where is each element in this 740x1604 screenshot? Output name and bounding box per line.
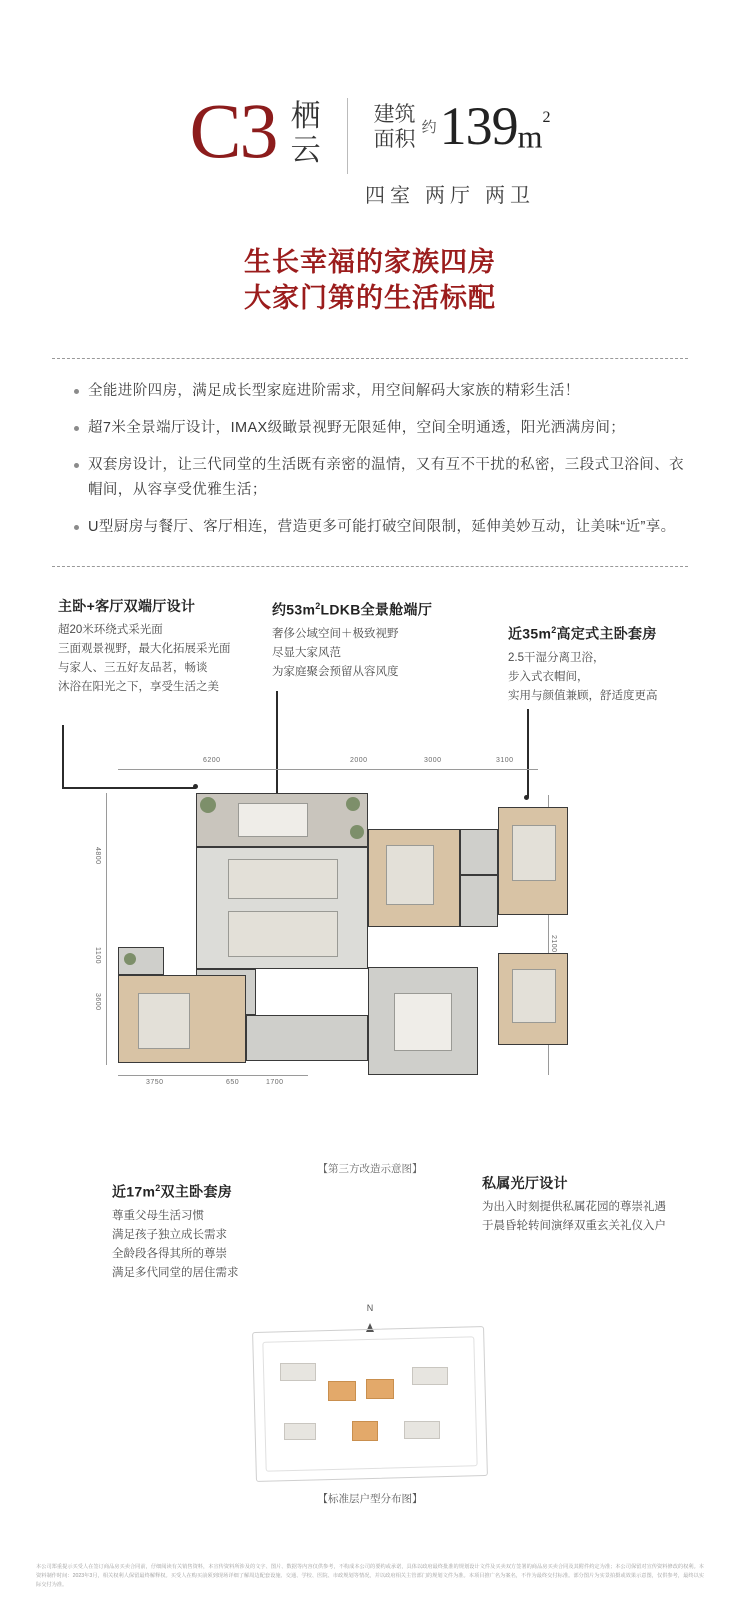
dimension-line: [106, 793, 107, 1065]
callout-line: 满足孩子独立成长需求: [112, 1228, 227, 1241]
unit-name: [291, 100, 321, 168]
dimension-top: 3100: [496, 757, 514, 764]
callout-title-sup: 2: [155, 1183, 161, 1193]
room-configuration: 四室 两厅 两卫: [365, 185, 535, 207]
dimension-line: [118, 769, 538, 770]
callout-line: 实用与颜值兼顾，舒适度更高: [508, 689, 658, 702]
bullet-icon: [74, 389, 79, 394]
area-label-line2: 面积: [373, 127, 416, 151]
dimension-right: 2100: [550, 935, 557, 953]
callout-title-post: 双主卧套房: [160, 1183, 233, 1200]
outdoor-table: [238, 803, 308, 837]
feature-text: 双套房设计，让三代同堂的生活既有亲密的温情，又有互不干扰的私密，三段式卫浴间、衣帽间，从容享受优雅生活；: [88, 457, 684, 498]
callout-title: 私属光厅设计: [482, 1175, 568, 1191]
room-bathroom-1: [460, 829, 498, 875]
building-block-highlighted: [366, 1379, 394, 1399]
callout-title-pre: 近17m: [112, 1183, 156, 1200]
plant-decor: [200, 797, 216, 813]
unit-code: C3: [189, 87, 277, 174]
site-map-section: [0, 1303, 740, 1533]
dimension-left: 4800: [94, 847, 101, 865]
callout-private-light-hall: [482, 1174, 697, 1236]
bed-4: [512, 969, 556, 1023]
dimension-left: 1100: [94, 947, 101, 965]
callout-title: [272, 597, 452, 620]
dimension-bottom: 1700: [266, 1079, 284, 1086]
area-unit: [517, 109, 551, 155]
dimension-top: 3000: [424, 757, 442, 764]
dimension-top: 2000: [350, 757, 368, 764]
callout-title-sup: 2: [551, 625, 557, 635]
callout-line: 尊重父母生活习惯: [112, 1209, 204, 1222]
callout-title-sup: 2: [315, 601, 321, 611]
callout-master-suite: [508, 621, 708, 706]
callout-master-living-dual-hall: [58, 597, 248, 697]
callout-dual-master-suite: [112, 1179, 322, 1283]
floorplan-section: [0, 579, 740, 1299]
area-approx: 约: [421, 120, 437, 136]
building-block: [412, 1367, 448, 1385]
feature-text: U型厨房与餐厅、客厅相连，营造更多可能打破空间限制，延伸美妙互动，让美味“近”享。: [88, 519, 676, 535]
page-header: [0, 0, 740, 174]
feature-item: [74, 379, 688, 404]
building-block: [404, 1421, 440, 1439]
room-bathroom-2: [460, 875, 498, 927]
bullet-icon: [74, 463, 79, 468]
bed-master: [512, 825, 556, 881]
plant-decor: [346, 797, 360, 811]
area-label: [374, 102, 416, 152]
slogan-line-2: 大家门第的生活标配: [244, 283, 496, 313]
bullet-icon: [74, 426, 79, 431]
callout-line: 为家庭聚会预留从容风度: [272, 665, 399, 678]
feature-item: [74, 453, 688, 503]
leader-line: [62, 725, 64, 787]
dimension-bottom: 650: [226, 1079, 240, 1086]
dining-table: [228, 859, 338, 899]
legal-disclaimer: 本公司郑重提示买受人在签订商品房买卖合同前，仔细阅读有关销售资料，本宣传资料所涉及的文字、图片、数据等内容仅供参考，不构成本公司的要约或承诺，具体以政府最终批准的规划设计文件及买卖双方签署的商品房买卖合同及其附件约定为准；本公司保留对宣传资料修改的权利。本资料制作时间：2023年3月，相关权利人保留最终解释权。买受人在购买前须到现场详细了解周边配套设施、交通、学校、医院、市政规划等情况，并以政府相关主管部门的规划文件为准。本项目推广名为案名，不作为最终交付标准。部分图片为实景拍摄或效果示意图，仅供参考，最终以实际交付为准。: [36, 1564, 704, 1588]
building-block-highlighted: [352, 1421, 378, 1441]
site-plan-diagram: [254, 1329, 486, 1479]
stair-well: [394, 993, 452, 1051]
corridor: [246, 1015, 368, 1061]
bullet-icon: [74, 525, 79, 530]
compass-icon: [366, 1303, 374, 1323]
feature-text: 超7米全景端厅设计，IMAX级瞰景视野无限延伸，空间全明通透，阳光洒满房间；: [88, 420, 626, 436]
building-block: [280, 1363, 316, 1381]
feature-text: 全能进阶四房，满足成长型家庭进阶需求，用空间解码大家族的精彩生活！: [88, 383, 580, 399]
callout-ldkb-panorama-hall: [272, 597, 452, 682]
plant-decor: [350, 825, 364, 839]
area-unit-text: m: [517, 118, 543, 155]
bed-dual-master: [138, 993, 190, 1049]
site-map-caption: 【标准层户型分布图】: [317, 1493, 423, 1505]
unit-name-line1: 栖: [290, 100, 321, 133]
callout-title-pre: 约53m: [272, 601, 316, 618]
header-divider: [347, 98, 348, 174]
feature-list: [52, 358, 688, 567]
callout-line: 沐浴在阳光之下，享受生活之美: [58, 681, 219, 693]
callout-line: 全龄段各得其所的尊崇: [112, 1247, 227, 1260]
feature-item: [74, 515, 688, 540]
callout-line: 与家人、三五好友品茗，畅谈: [58, 662, 208, 674]
slogan: [0, 244, 740, 316]
area-block: [374, 98, 551, 155]
callout-line: 超20米环绕式采光面: [58, 624, 163, 636]
callout-title: [112, 1179, 322, 1202]
callout-line: 为出入时刻提供私属花园的尊崇礼遇: [482, 1201, 666, 1213]
callout-line: 满足多代同堂的居住需求: [112, 1266, 239, 1279]
site-inner-boundary: [262, 1336, 477, 1472]
dimension-top: 6200: [203, 757, 221, 764]
bed-2: [386, 845, 434, 905]
dimension-bottom: 3750: [146, 1079, 164, 1086]
area-unit-exponent: 2: [542, 109, 551, 126]
building-block-highlighted: [328, 1381, 356, 1401]
slogan-line-1: 生长幸福的家族四房: [244, 247, 496, 277]
feature-item: [74, 416, 688, 441]
floorplan-drawing: [88, 757, 608, 1137]
callout-line: 步入式衣帽间，: [508, 670, 589, 683]
callout-line: 尽显大家风范: [272, 646, 341, 659]
area-label-line1: 建筑: [373, 102, 416, 126]
callout-line: 三面观景视野，最大化拓展采光面: [58, 643, 231, 655]
callout-title: [508, 621, 708, 644]
dimension-left: 3600: [94, 993, 101, 1011]
callout-title: 主卧+客厅双端厅设计: [58, 598, 196, 614]
callout-line: 奢侈公域空间＋极致视野: [272, 627, 399, 640]
building-block: [284, 1423, 316, 1440]
compass-north-label: N: [366, 1303, 374, 1313]
callout-line: 于晨昏轮转间演绎双重玄关礼仪入户: [482, 1220, 666, 1232]
floorplan-note: 【第三方改造示意图】: [317, 1163, 423, 1175]
unit-name-line2: 云: [290, 134, 321, 167]
sofa-group: [228, 911, 338, 957]
plant-decor: [124, 953, 136, 965]
callout-line: 2.5干湿分离卫浴，: [508, 651, 605, 664]
callout-title-post: LDKB全景舱端厅: [320, 601, 433, 618]
area-value: 139: [439, 96, 518, 156]
callout-title-post: 高定式主卧套房: [556, 625, 657, 642]
dimension-line: [118, 1075, 308, 1076]
callout-title-pre: 近35m: [508, 625, 552, 642]
